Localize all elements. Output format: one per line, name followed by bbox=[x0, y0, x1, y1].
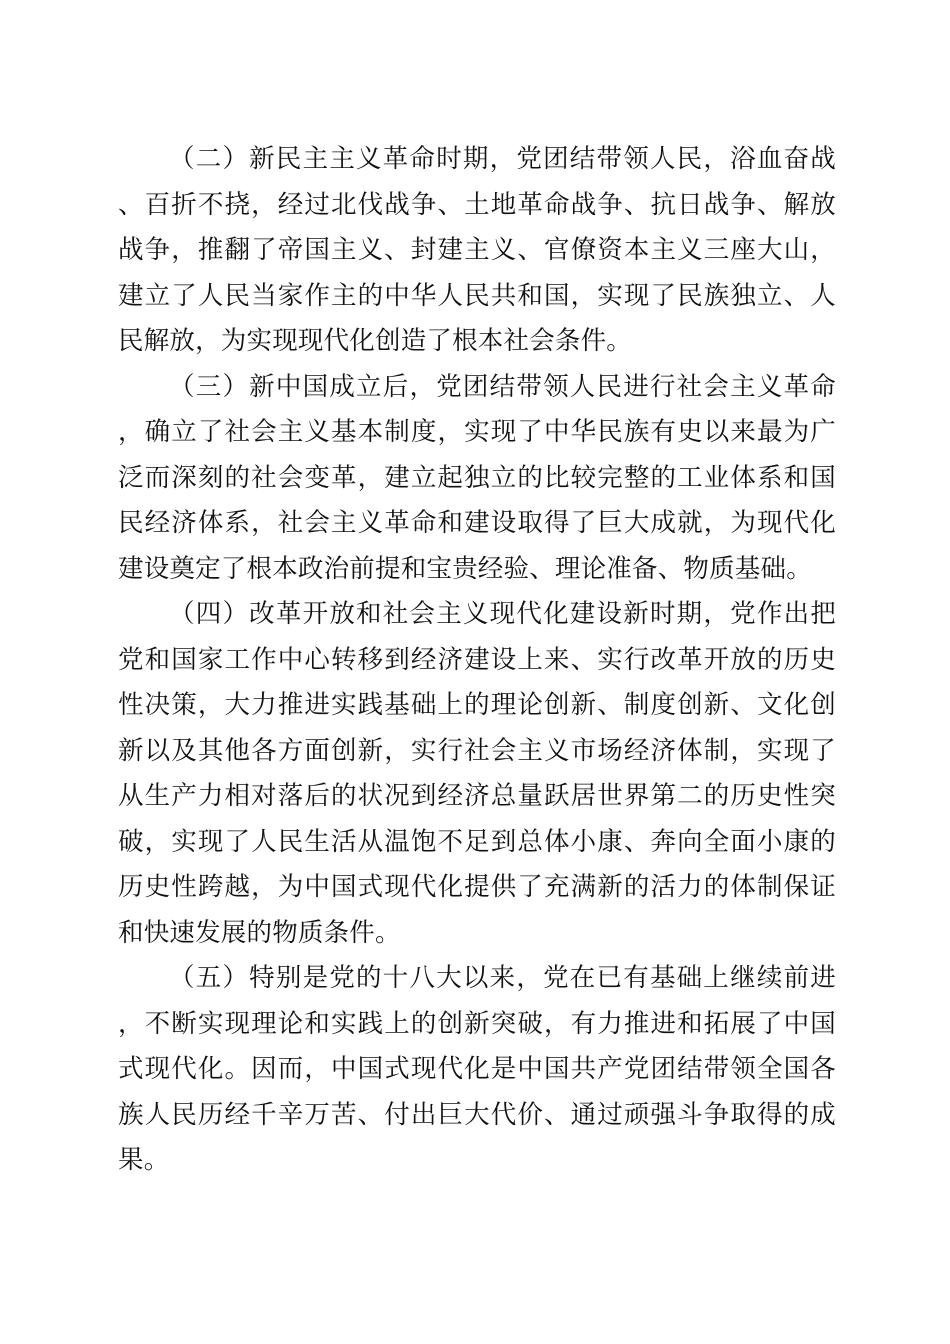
document-body bbox=[118, 137, 836, 1184]
paragraph-2: （二）新民主主义革命时期，党团结带领人民，浴血奋战、百折不挠，经过北伐战争、土地革命战争、抗日战争、解放战争，推翻了帝国主义、封建主义、官僚资本主义三座大山，建立了人民当家作主的中华人民共和国，实现了民族独立、人民解放，为实现现代化创造了根本社会条件。 bbox=[118, 144, 836, 356]
paragraph-4: （四）改革开放和社会主义现代化建设新时期，党作出把党和国家工作中心转移到经济建设上来、实行改革开放的历史性决策，大力推进实践基础上的理论创新、制度创新、文化创新以及其他各方面创新，实行社会主义市场经济体制，实现了从生产力相对落后的状况到经济总量跃居世界第二的历史性突破，实现了人民生活从温饱不足到总体小康、奔向全面小康的历史性跨越，为中国式现代化提供了充满新的活力的体制保证和快速发展的物质条件。 bbox=[118, 599, 836, 948]
paragraph-3: （三）新中国成立后，党团结带领人民进行社会主义革命，确立了社会主义基本制度，实现了中华民族有史以来最为广泛而深刻的社会变革，建立起独立的比较完整的工业体系和国民经济体系，社会主义革命和建设取得了巨大成就，为现代化建设奠定了根本政治前提和宝贵经验、理论准备、物质基础。 bbox=[118, 371, 836, 584]
paragraph-5: （五）特别是党的十八大以来，党在已有基础上继续前进，不断实现理论和实践上的创新突破，有力推进和拓展了中国式现代化。因而，中国式现代化是中国共产党团结带领全国各族人民历经千辛万苦、付出巨大代价、通过顽强斗争取得的成果。 bbox=[118, 963, 836, 1175]
